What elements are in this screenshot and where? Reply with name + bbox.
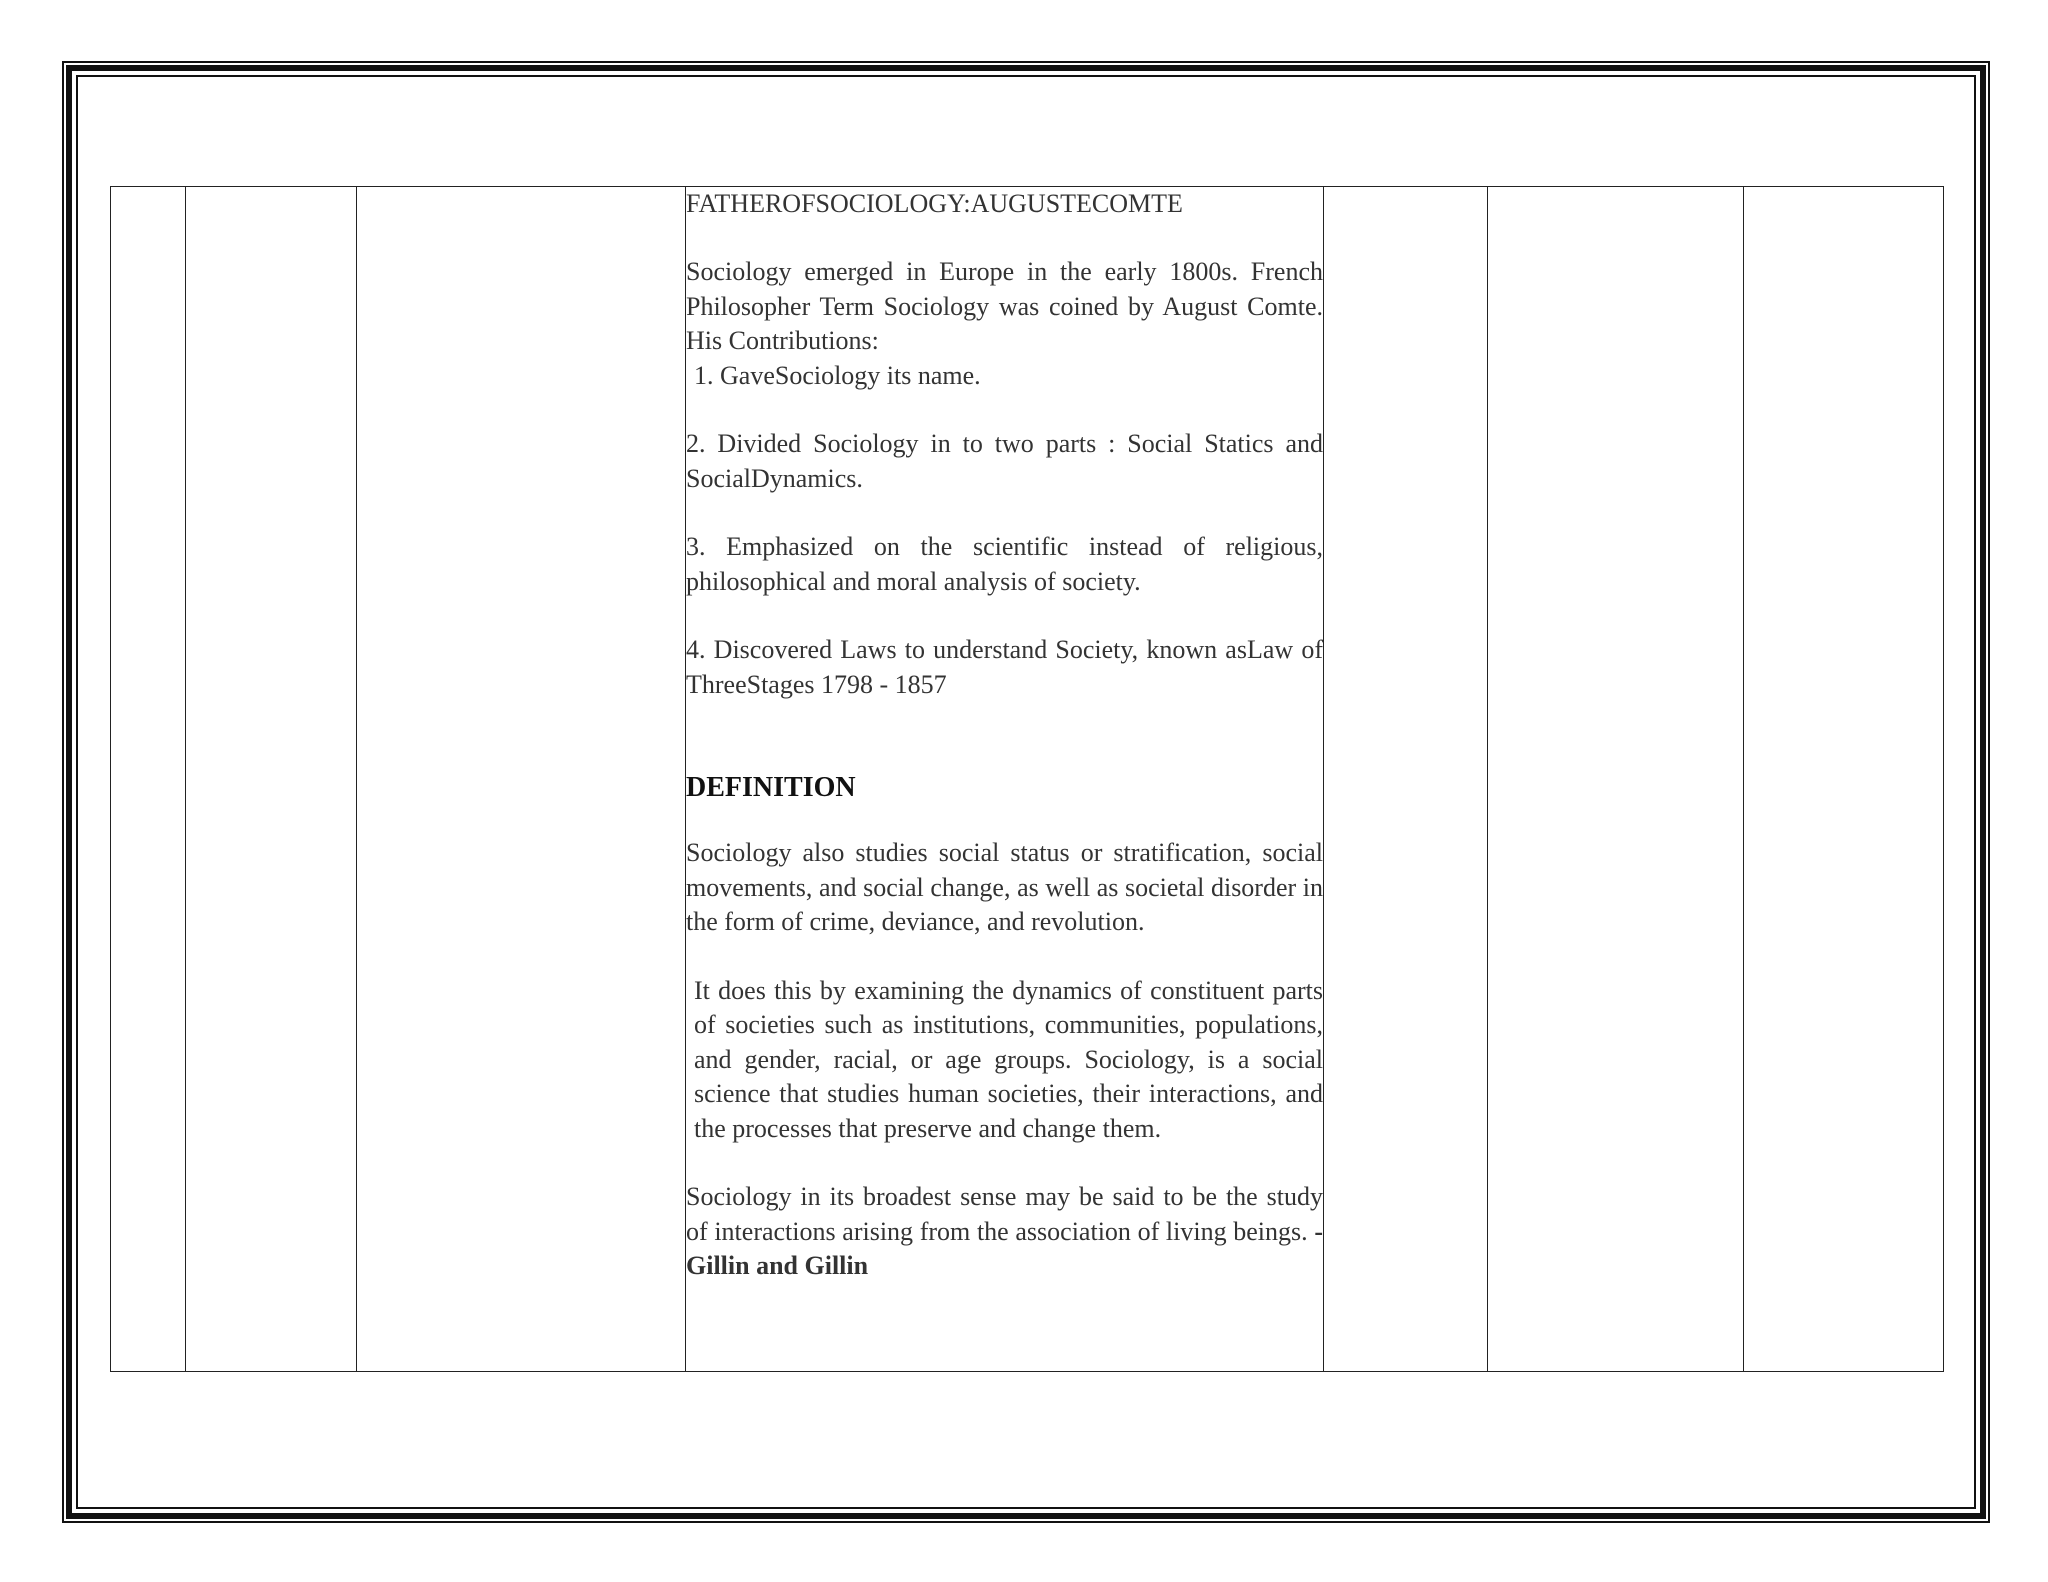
table-cell-col3 (357, 187, 686, 1372)
table-cell-col1 (111, 187, 186, 1372)
contribution-point-3: 3. Emphasized on the scientific instead of religious, philosophical and moral analysis of society. (686, 532, 1323, 596)
intro-paragraph: Sociology emerged in Europe in the early 1800s. French Philosopher Term Sociology was coined by August Comte. His Contributions: (686, 257, 1323, 355)
table-cell-col6 (1488, 187, 1744, 1372)
attribution: - Gillin and Gillin (686, 1216, 1324, 1280)
definition-paragraph-2: It does this by examining the dynamics of constituent parts of societies such as institutions, communities, populations, and gender, racial, or age groups. Sociology, is a social science that studies human societies, their interactions, and the processes that preserve and change them. (694, 975, 1323, 1143)
contribution-point-2: 2. Divided Sociology in to two parts : Social Statics and SocialDynamics. (686, 429, 1323, 493)
definition-paragraph-3 (686, 1180, 1323, 1284)
table-cell-col5 (1324, 187, 1488, 1372)
definition-quote: Sociology in its broadest sense may be said to be the study of interactions arising from the association of living beings. (686, 1182, 1323, 1246)
table-cell-col2 (186, 187, 357, 1372)
definition-heading: DEFINITION (686, 772, 856, 803)
definition-paragraph-1: Sociology also studies social status or stratification, social movements, and social change, as well as societal disorder in the form of crime, deviance, and revolution. (686, 838, 1323, 936)
table-cell-col7 (1744, 187, 1944, 1372)
section-title: FATHEROFSOCIOLOGY:AUGUSTECOMTE (686, 189, 1183, 218)
contribution-point-4: 4. Discovered Laws to understand Society, known asLaw of ThreeStages 1798 - 1857 (686, 635, 1323, 699)
table-row (111, 187, 1944, 1372)
table-cell-content (686, 187, 1324, 1372)
contribution-point-1: 1. GaveSociology its name. (694, 360, 981, 390)
lesson-table (110, 186, 1944, 1372)
